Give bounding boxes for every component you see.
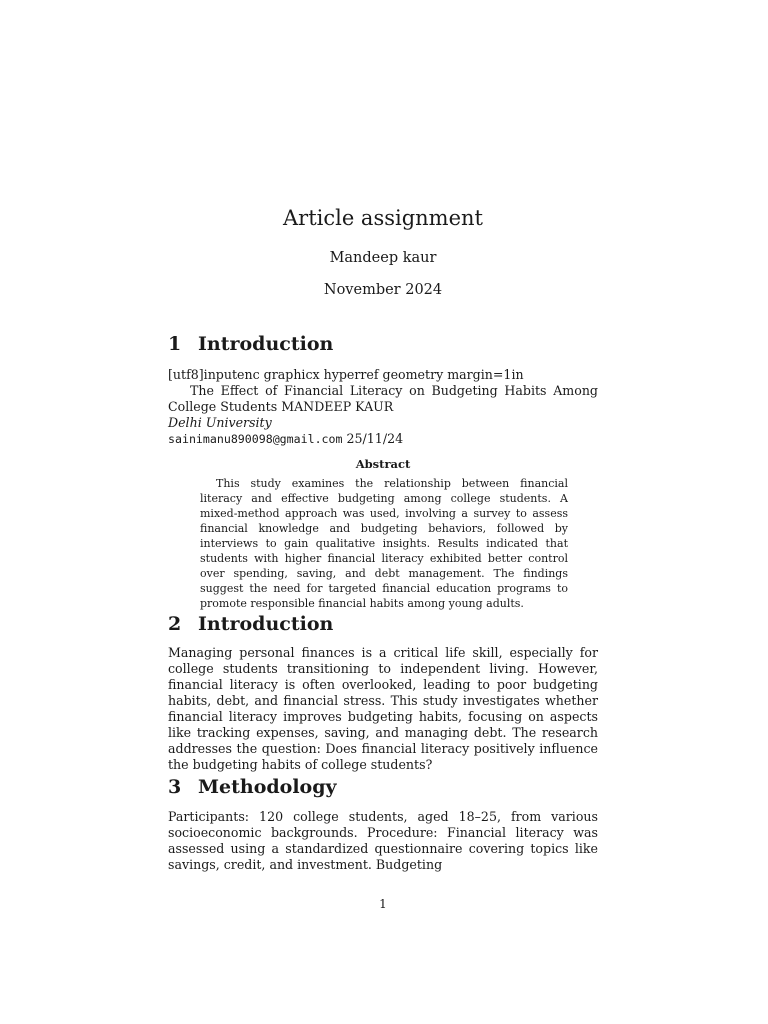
contact-line [168,431,598,447]
affiliation: Delhi University [168,415,272,430]
section-number: 1 [168,333,182,355]
document-author: Mandeep kaur [329,250,437,266]
abstract-heading: Abstract [355,457,411,471]
section-2-body: Managing personal finances is a critical life skill, especially for college students transitioning to independent living. However, financial literacy is often overlooked, leading to poor budgeting habits, debt, and financial stress. This study investigates whether financial literacy improves budgeting habits, focusing on aspects like tracking expenses, saving, and managing debt. The research addresses the question: Does financial literacy positively influence the budgeting habits of college students? [168,645,598,772]
section-number: 3 [168,776,182,798]
section-heading-3 [168,776,337,798]
page-number: 1 [379,897,387,911]
document-title: Article assignment [282,206,483,230]
section-title: Methodology [198,776,337,798]
section-heading-2 [168,613,333,635]
section-1-body [168,367,598,447]
preamble-text: [utf8]inputenc graphicx hyperref geometry margin=1in [168,367,524,382]
abstract-body: This study examines the relationship between financial literacy and effective budgeting among college students. A mixed-method approach was used, involving a survey to assess financial knowledge and budgeting behaviors, followed by interviews to gain qualitative insights. Results indicated that students with higher financial literacy exhibited better control over spending, saving, and debt management. The findings suggest the need for targeted financial education programs to promote responsible financial habits among young adults. [200,477,568,610]
section-heading-1 [168,333,333,355]
section-3-body: Participants: 120 college students, aged 18–25, from various socioeconomic backgrounds. Procedure: Financial literacy was assessed using a standardized questionnaire covering topics like savings, credit, and investment. Budgeting [168,809,598,872]
email-address: sainimanu890098@gmail.com [168,432,343,446]
document-date: November 2024 [323,282,443,298]
section-number: 2 [168,613,182,635]
contact-date: 25/11/24 [346,431,404,446]
section-title: Introduction [198,333,334,355]
section-title: Introduction [198,613,334,635]
paper-title-line: The Effect of Financial Literacy on Budgeting Habits Among College Students MANDEEP KAUR [168,383,598,414]
